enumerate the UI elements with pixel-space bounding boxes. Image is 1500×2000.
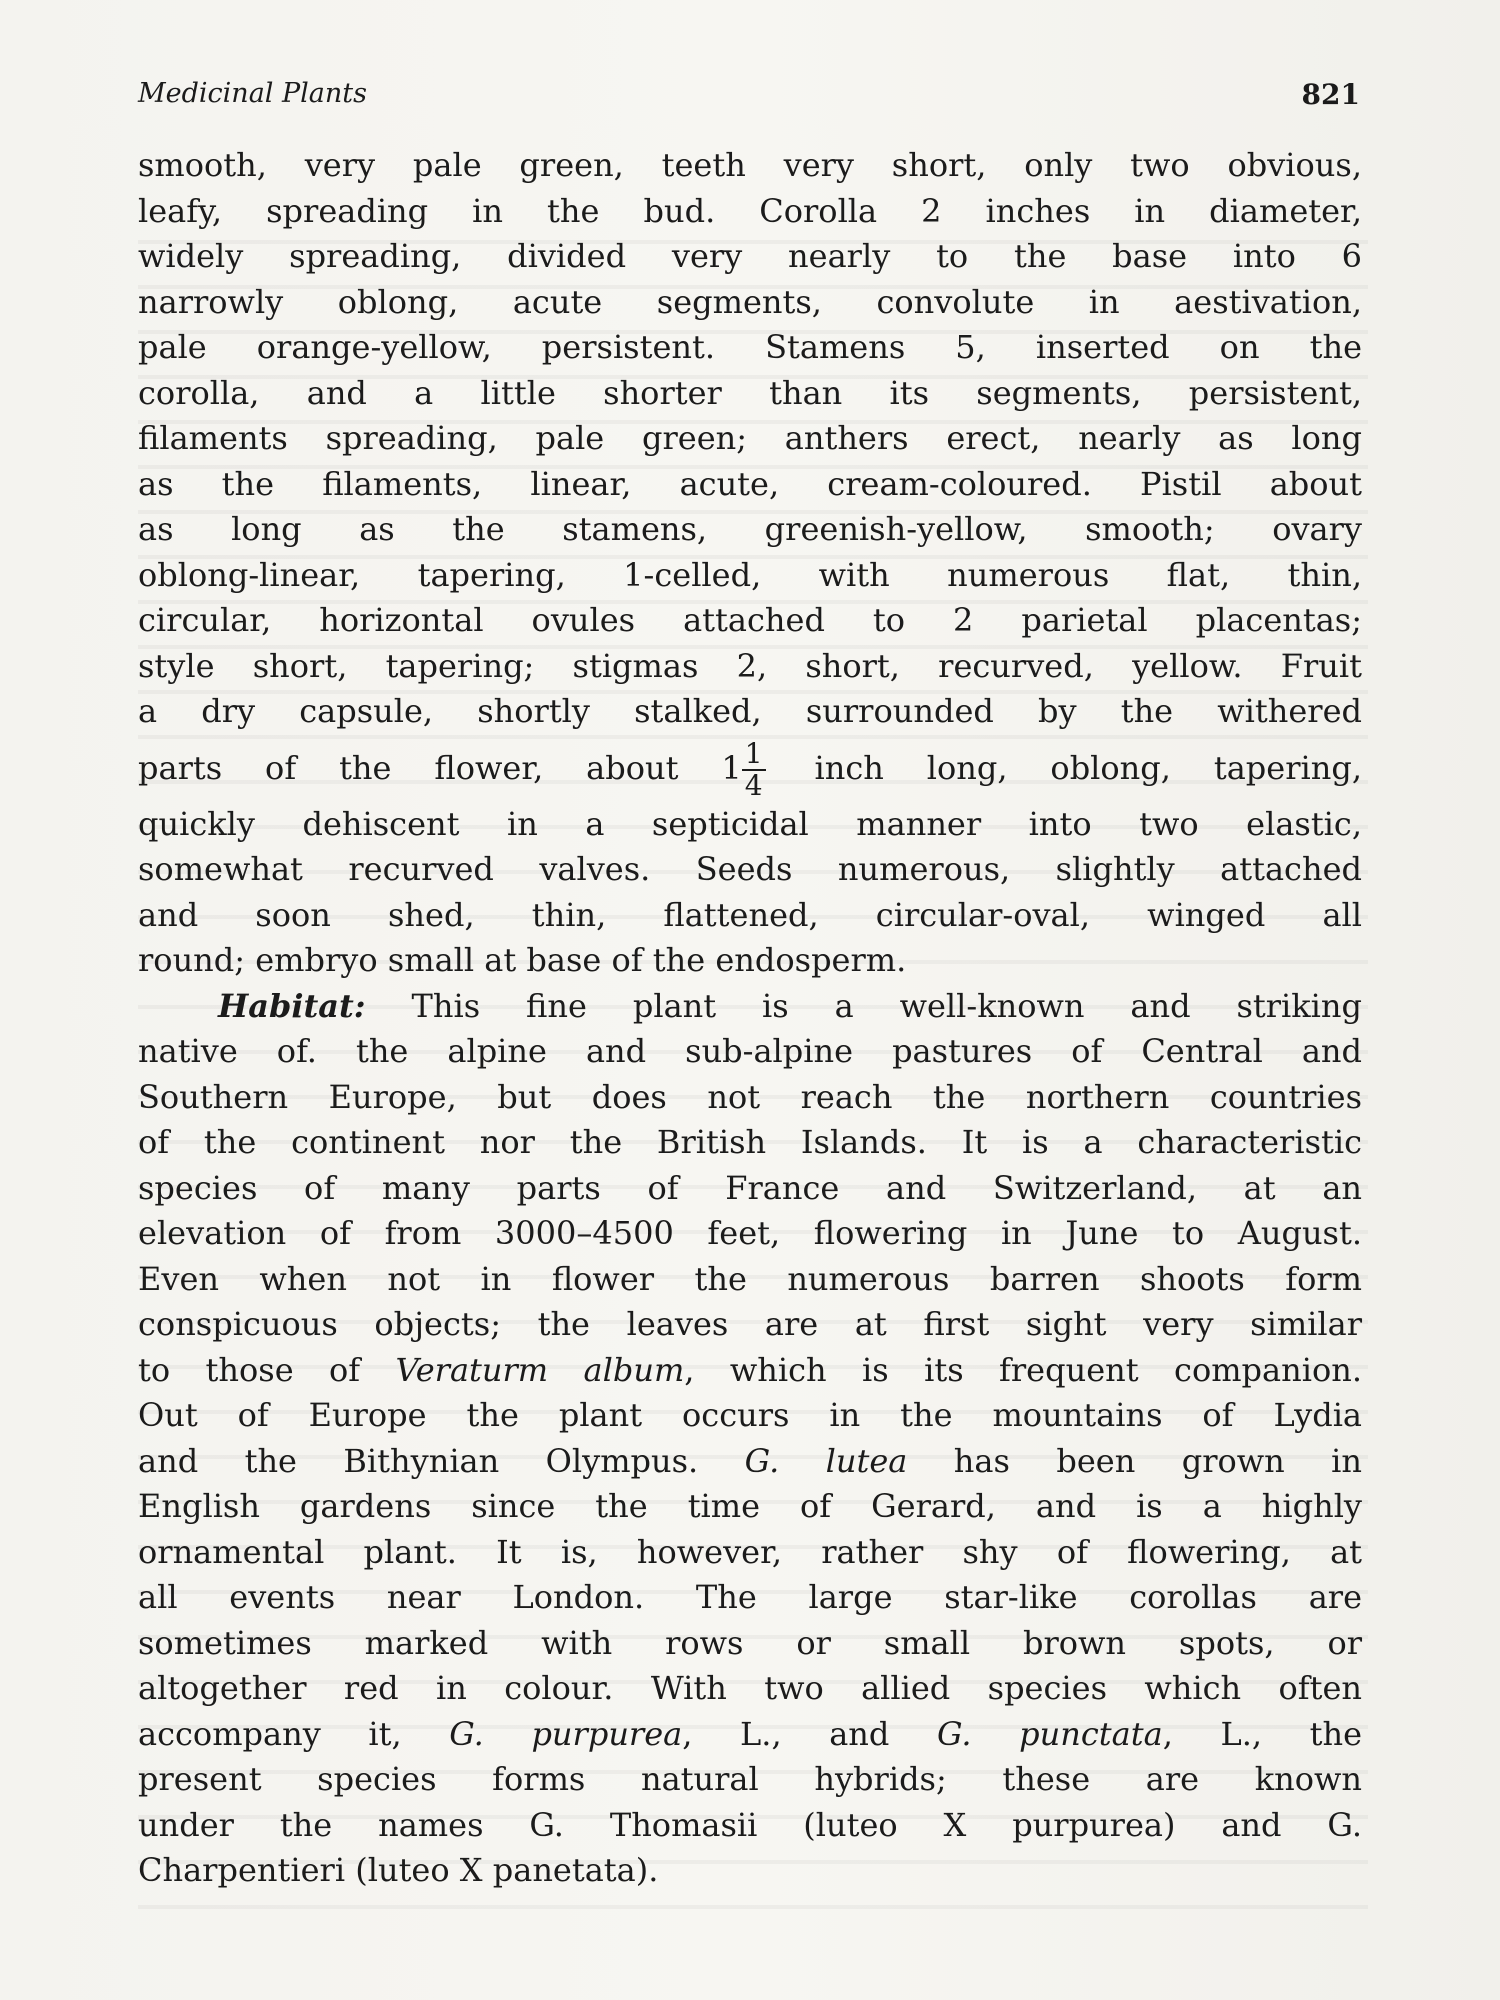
text-segment: , L., and <box>682 1714 937 1753</box>
habitat-first-line-text: This fine plant is a well-known and striking <box>411 986 1363 1025</box>
text-line: pale orange-yellow, persistent. Stamens 5, inserted on the <box>138 328 1362 366</box>
text-line: Southern Europe, but does not reach the northern countries <box>138 1077 1362 1116</box>
habitat-heading: Habitat: <box>218 986 366 1025</box>
page-number: 821 <box>1301 78 1360 111</box>
text-line: conspicuous objects; the leaves are at first sight very similar <box>138 1305 1362 1343</box>
text-line: ornamental plant. It is, however, rather shy of flowering, at <box>138 1532 1362 1571</box>
text-line: native of. the alpine and sub-alpine pastures of Central and <box>138 1032 1362 1070</box>
text-segment: has been grown in <box>907 1441 1363 1480</box>
species-name-italic: G. purpurea <box>449 1714 683 1753</box>
text-line: corolla, and a little shorter than its segments, persistent, <box>138 373 1362 412</box>
text-line: Out of Europe the plant occurs in the mountains of Lydia <box>138 1396 1362 1434</box>
paragraph-habitat <box>138 984 1362 1894</box>
text-line: sometimes marked with rows or small brown spots, or <box>138 1623 1362 1662</box>
text-line: as the filaments, linear, acute, cream-coloured. Pistil about <box>138 464 1362 503</box>
text-line: species of many parts of France and Switzerland, at an <box>138 1168 1362 1207</box>
text-line: Charpentieri (luteo X panetata). <box>138 1851 659 1889</box>
text-line: elevation of from 3000–4500 feet, flowering in June to August. <box>138 1214 1362 1252</box>
text-segment: and the Bithynian Olympus. <box>138 1441 745 1480</box>
text-line: under the names G. Thomasii (luteo X purpurea) and G. <box>138 1805 1362 1844</box>
fraction-line-before: parts of the flower, about 1 <box>138 748 742 787</box>
body-text <box>138 143 1362 1894</box>
species-name-italic: Veraturm album <box>395 1350 685 1389</box>
text-line: leafy, spreading in the bud. Corolla 2 inches in diameter, <box>138 191 1362 230</box>
text-line: of the continent nor the British Islands. It is a characteristic <box>138 1123 1362 1161</box>
lutea-line <box>138 1439 1362 1485</box>
text-line: a dry capsule, shortly stalked, surrounded by the withered <box>138 692 1362 730</box>
text-line: widely spreading, divided very nearly to the base into 6 <box>138 237 1362 275</box>
accompany-line <box>138 1712 1362 1758</box>
running-title: Medicinal Plants <box>138 78 367 109</box>
fraction-line-after: inch long, oblong, tapering, <box>814 748 1362 787</box>
text-line: and soon shed, thin, flattened, circular-oval, winged all <box>138 895 1362 934</box>
veratrum-line <box>138 1348 1362 1394</box>
fraction-numerator: 1 <box>742 739 766 771</box>
text-segment: accompany it, <box>138 1714 450 1753</box>
text-line: somewhat recurved valves. Seeds numerous, slightly attached <box>138 850 1362 888</box>
text-line: altogether red in colour. With two allied species which often <box>138 1669 1362 1707</box>
fraction-denominator: 4 <box>744 769 763 802</box>
species-name-italic: G. lutea <box>744 1441 908 1480</box>
text-line: circular, horizontal ovules attached to 2 parietal placentas; <box>138 601 1362 639</box>
text-line: filaments spreading, pale green; anthers erect, nearly as long <box>138 419 1362 457</box>
text-line: round; embryo small at base of the endosperm. <box>138 941 907 979</box>
text-line: English gardens since the time of Gerard, and is a highly <box>138 1487 1362 1525</box>
text-line: narrowly oblong, acute segments, convolute in aestivation, <box>138 282 1362 321</box>
text-line: style short, tapering; stigmas 2, short, recurved, yellow. Fruit <box>138 646 1362 685</box>
species-name-italic: G. punctata <box>936 1714 1163 1753</box>
page-header <box>138 78 1360 118</box>
text-segment: , which is its frequent companion. <box>684 1350 1362 1389</box>
paragraph-description <box>138 143 1362 984</box>
text-line: smooth, very pale green, teeth very short, only two obvious, <box>138 146 1362 184</box>
text-line: as long as the stamens, greenish-yellow, smooth; ovary <box>138 510 1362 548</box>
fraction-text-line <box>138 735 1362 802</box>
habitat-first-line <box>138 984 1362 1030</box>
text-line: Even when not in flower the numerous barren shoots form <box>138 1259 1362 1298</box>
fraction <box>742 739 766 801</box>
text-segment: , L., the <box>1162 1714 1363 1753</box>
text-segment: to those of <box>138 1350 396 1389</box>
text-line: quickly dehiscent in a septicidal manner into two elastic, <box>138 804 1362 843</box>
text-line: present species forms natural hybrids; these are known <box>138 1760 1362 1798</box>
text-line: oblong-linear, tapering, 1-celled, with numerous flat, thin, <box>138 555 1362 594</box>
text-line: all events near London. The large star-like corollas are <box>138 1578 1362 1616</box>
